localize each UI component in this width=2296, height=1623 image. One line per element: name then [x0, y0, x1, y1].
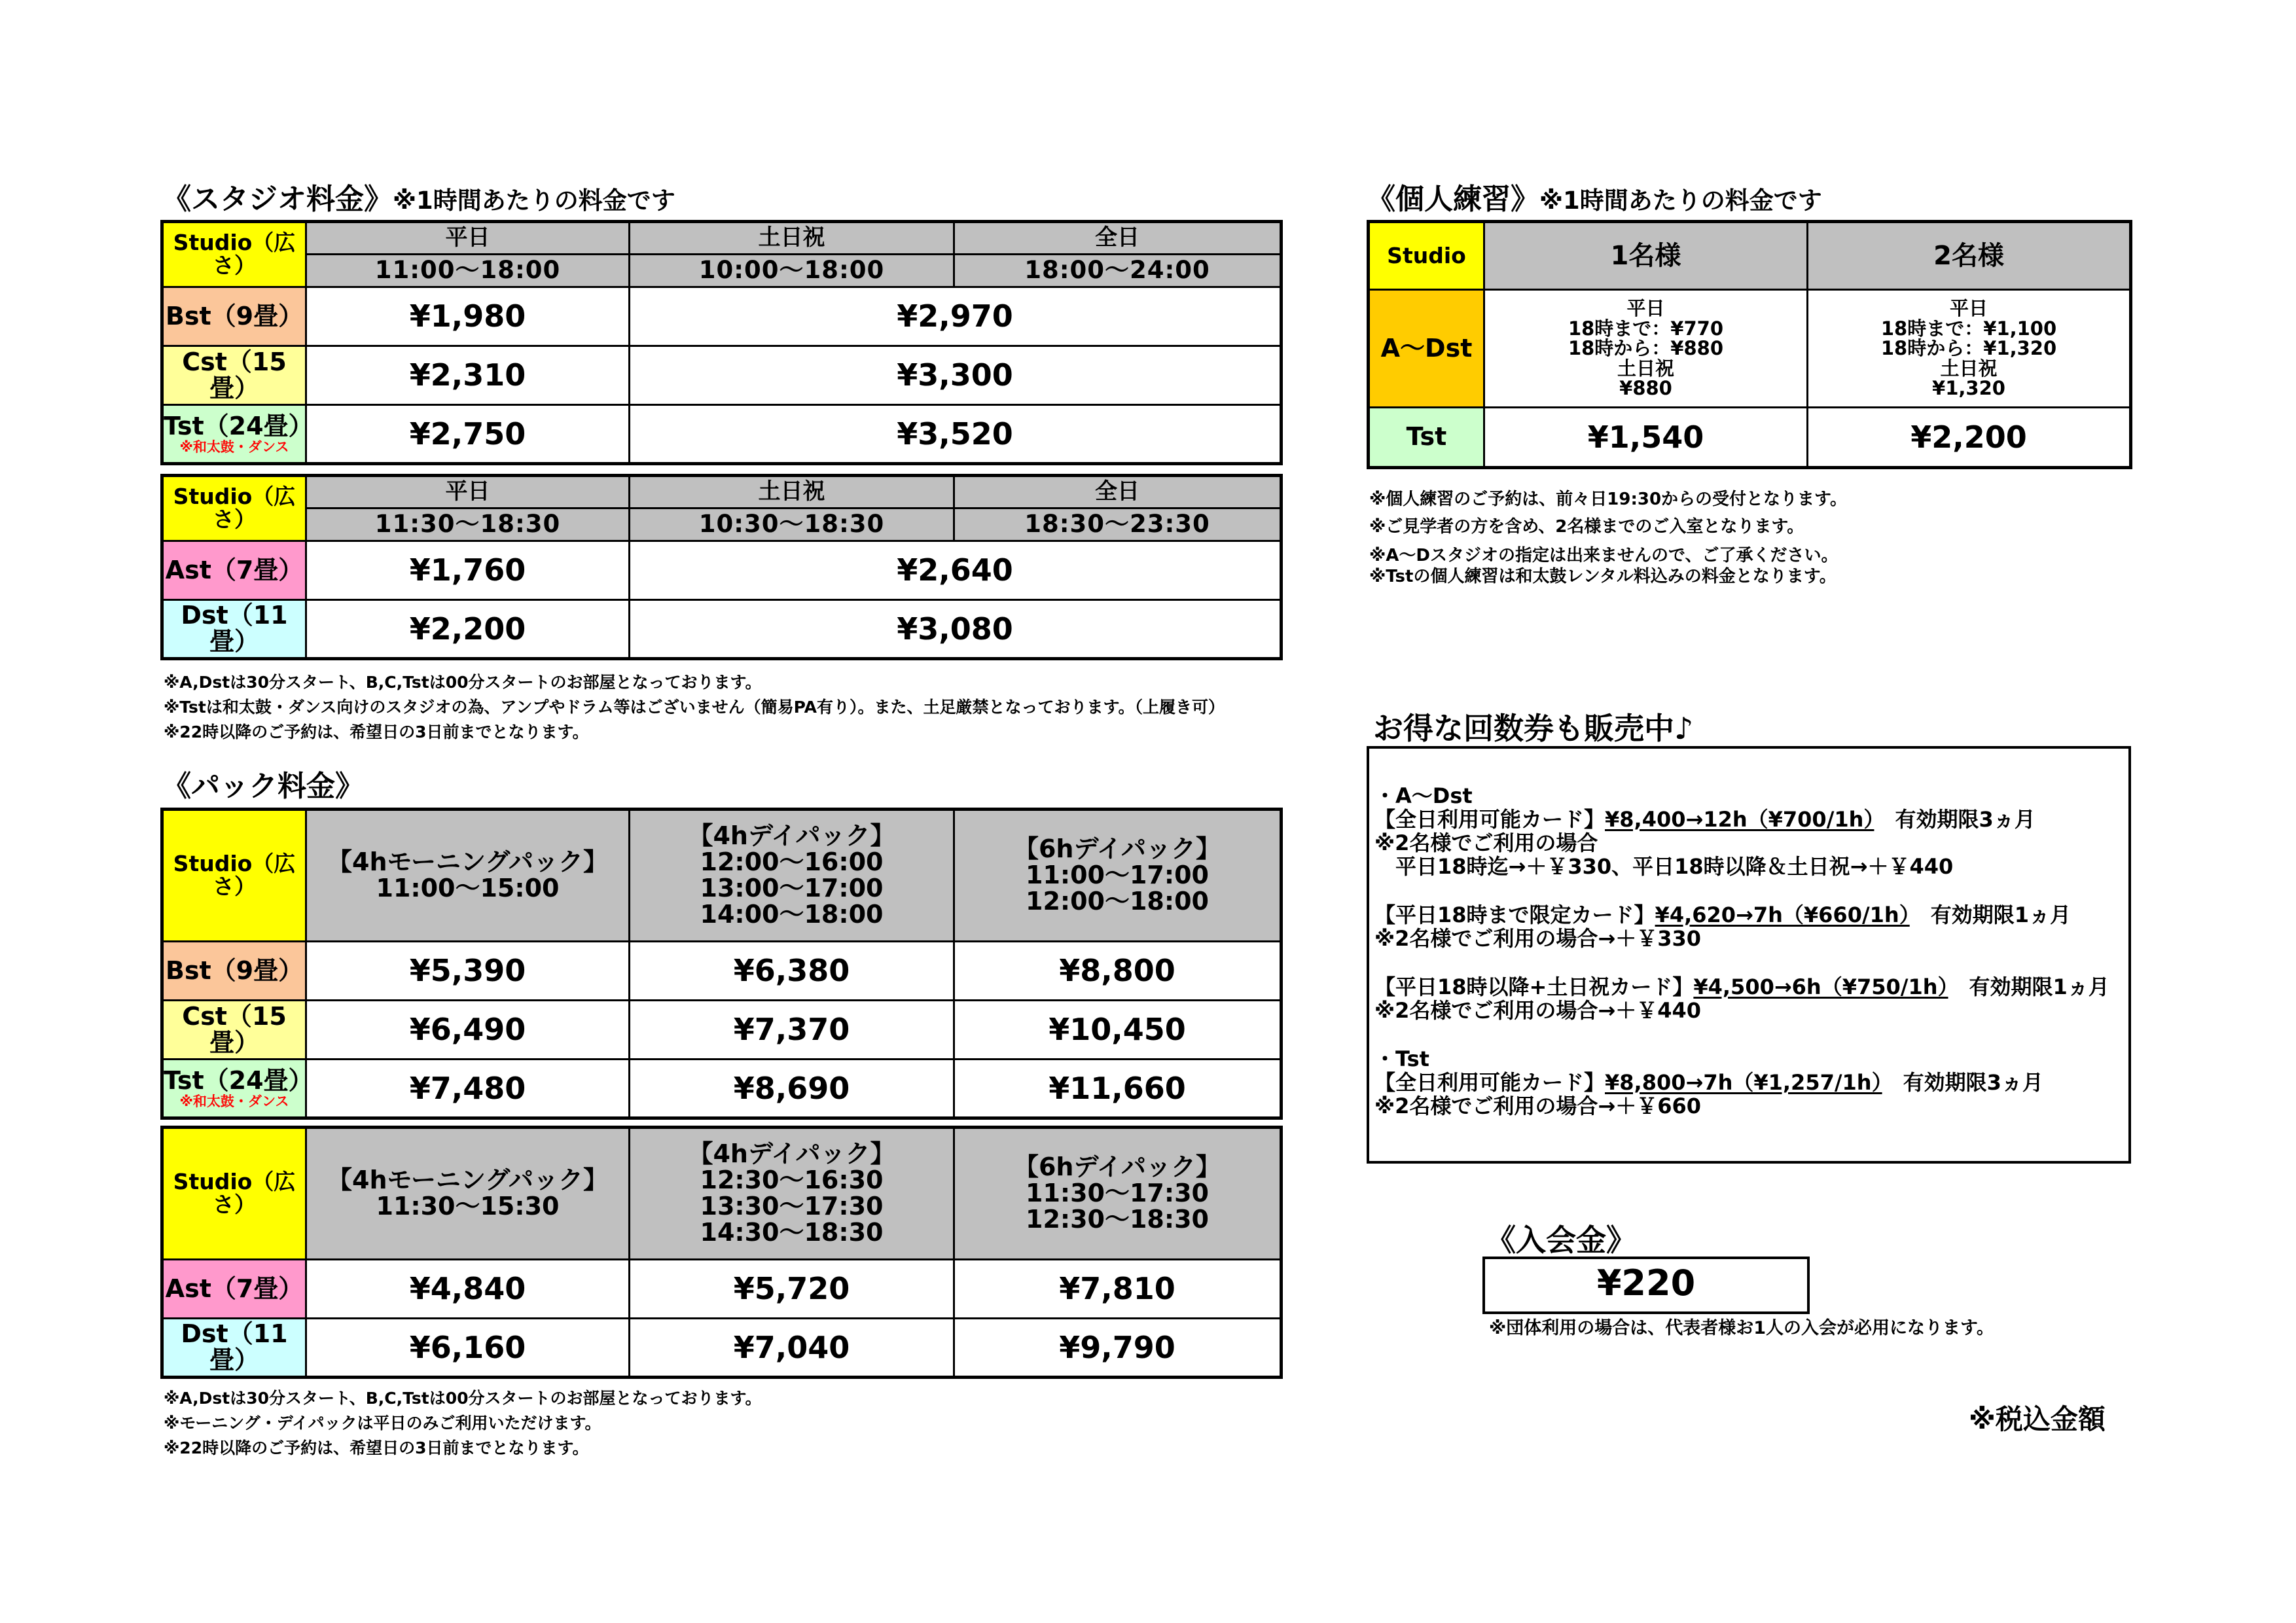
studio-label-cell: Studio（広さ） [162, 1128, 306, 1260]
ticket-expiry: 有効期限3ヵ月 [1882, 1070, 2043, 1095]
price-line: 18時まで：¥770 [1568, 317, 1724, 340]
col-day-allday: 全日 [954, 222, 1282, 255]
table-row [162, 1260, 1282, 1319]
pack-fee-table-2 [160, 1126, 1283, 1379]
pack-header-6h-day [954, 810, 1282, 942]
individual-note-4: ※Tstの個人練習は和太鼓レンタル料込みの料金となります。 [1369, 567, 1837, 586]
col-day-allday: 全日 [954, 476, 1282, 508]
price-two-person [1808, 290, 2131, 408]
ticket-line [1374, 1048, 1429, 1069]
col-time-holiday: 10:00〜18:00 [630, 255, 954, 287]
pack-header-morning [306, 810, 630, 942]
room-label: Tst（24畳） [164, 412, 314, 441]
ticket-price: ¥8,800→7h（¥1,257/1h） [1605, 1070, 1882, 1095]
pack-name: 【4hデイパック】 [688, 1139, 895, 1169]
room-label: Bst（9畳） [162, 942, 306, 1001]
pack-fee-table-1 [160, 808, 1283, 1120]
price-morning: ¥6,160 [306, 1319, 630, 1378]
pack-fee-title: 《パック料金》 [162, 770, 364, 803]
studio-fee-table-1 [160, 220, 1283, 465]
room-label: Cst（15畳） [162, 346, 306, 405]
col-time-allday: 18:30〜23:30 [954, 508, 1282, 541]
ticket-line-text: ・A〜Dst [1374, 783, 1473, 808]
room-note: ※和太鼓・ダンス [179, 438, 289, 455]
room-label: Ast（7畳） [162, 541, 306, 600]
pack-time: 12:00〜18:00 [1026, 886, 1209, 916]
table-row [162, 346, 1282, 405]
table-row [1369, 290, 2131, 408]
price-4h-day: ¥7,370 [630, 1001, 954, 1060]
ticket-line [1374, 904, 2071, 925]
individual-note-3: ※A〜Dスタジオの指定は出来ませんので、ご了承ください。 [1369, 546, 1839, 565]
room-label: Dst（11畳） [162, 1319, 306, 1378]
price-one-person [1484, 290, 1808, 408]
pack-time: 12:30〜16:30 [700, 1166, 884, 1195]
individual-note-2: ※ご見学者の方を含め、2名様までのご入室となります。 [1369, 517, 1804, 537]
price-two-person: ¥2,200 [1808, 408, 2131, 468]
studio-label-cell: Studio [1369, 222, 1484, 290]
pack-time: 13:30〜17:30 [700, 1192, 884, 1221]
ticket-line-text: ※2名様でご利用の場合 [1374, 830, 1598, 855]
studio-note-1: ※A,Dstは30分スタート、B,C,Tstは00分スタートのお部屋となっております。 [164, 673, 762, 692]
table-row [162, 600, 1282, 659]
ticket-line-text: 【平日18時以降+土日祝カード】 [1374, 974, 1694, 999]
pack-time: 14:00〜18:00 [700, 899, 884, 929]
price-line: 平日 [1949, 297, 1988, 320]
ticket-line [1374, 856, 1953, 877]
price-weekday: ¥2,200 [306, 600, 630, 659]
entry-fee-title: 《入会金》 [1486, 1222, 1636, 1258]
price-line: 土日祝 [1940, 357, 1998, 380]
price-line: 平日 [1626, 297, 1665, 320]
col-time-weekday: 11:30〜18:30 [306, 508, 630, 541]
price-6h-day: ¥10,450 [954, 1001, 1282, 1060]
table-row [162, 405, 1282, 464]
pack-name: 【4hモーニングパック】 [327, 847, 608, 877]
pack-header-4h-day [630, 1128, 954, 1260]
ticket-line-text: 【全日利用可能カード】 [1374, 1070, 1605, 1095]
price-line: 18時から：¥880 [1568, 337, 1724, 360]
price-6h-day: ¥9,790 [954, 1319, 1282, 1378]
tickets-box [1367, 746, 2131, 1164]
individual-table [1367, 220, 2132, 469]
pack-note-3: ※22時以降のご予約は、希望日の3日前までとなります。 [164, 1438, 589, 1457]
ticket-line-text: ・Tst [1374, 1046, 1429, 1071]
pack-time: 12:00〜16:00 [700, 847, 884, 877]
ticket-price: ¥4,500→6h（¥750/1h） [1693, 974, 1948, 999]
col-time-holiday: 10:30〜18:30 [630, 508, 954, 541]
studio-note-2: ※Tstは和太鼓・ダンス向けのスタジオの為、アンプやドラム等はございません（簡易PA有り）。また、土足厳禁となっております。（上履き可） [164, 698, 1225, 717]
ticket-line-text: 平日18時迄→＋￥330、平日18時以降＆土日祝→＋￥440 [1374, 854, 1954, 879]
room-label: Tst [1369, 408, 1484, 468]
tickets-title: お得な回数券も販売中♪ [1373, 711, 1694, 746]
pack-time: 11:00〜15:00 [376, 874, 560, 902]
studio-fee-title-main: 《スタジオ料金》 [162, 183, 393, 216]
col-day-holiday: 土日祝 [630, 222, 954, 255]
price-line: 18時から：¥1,320 [1880, 337, 2057, 360]
price-4h-day: ¥8,690 [630, 1060, 954, 1118]
pack-time: 11:30〜15:30 [376, 1192, 560, 1221]
room-label: Tst（24畳） [164, 1066, 314, 1096]
ticket-expiry: 有効期限3ヵ月 [1874, 807, 2036, 832]
studio-label-cell: Studio（広さ） [162, 810, 306, 942]
studio-fee-title [162, 185, 675, 214]
ticket-line-text: ※2名様でご利用の場合→＋￥440 [1374, 998, 1701, 1023]
pack-time: 14:30〜18:30 [700, 1217, 884, 1247]
ticket-line [1374, 1000, 1701, 1021]
col-day-holiday: 土日祝 [630, 476, 954, 508]
price-6h-day: ¥8,800 [954, 942, 1282, 1001]
price-weekday: ¥2,750 [306, 405, 630, 464]
table-row [162, 287, 1282, 346]
ticket-expiry: 有効期限1ヵ月 [1948, 974, 2109, 999]
ticket-line [1374, 1096, 1701, 1116]
pack-name: 【4hモーニングパック】 [327, 1166, 608, 1195]
price-weekday: ¥1,980 [306, 287, 630, 346]
col-day-weekday: 平日 [306, 476, 630, 508]
studio-fee-subtitle: ※1時間あたりの料金です [393, 187, 675, 215]
price-morning: ¥5,390 [306, 942, 630, 1001]
room-label: Bst（9畳） [162, 287, 306, 346]
individual-title [1367, 185, 1822, 214]
pack-time: 11:00〜17:00 [1026, 861, 1209, 890]
price-other: ¥3,520 [630, 405, 1282, 464]
room-note: ※和太鼓・ダンス [179, 1093, 289, 1109]
price-weekday: ¥1,760 [306, 541, 630, 600]
price-other: ¥2,640 [630, 541, 1282, 600]
table-row [162, 1060, 1282, 1118]
col-day-weekday: 平日 [306, 222, 630, 255]
price-morning: ¥6,490 [306, 1001, 630, 1060]
ticket-line [1374, 785, 1473, 806]
ticket-line-text: 【全日利用可能カード】 [1374, 807, 1605, 832]
ticket-price: ¥4,620→7h（¥660/1h） [1655, 902, 1910, 927]
ticket-line [1374, 928, 1701, 949]
pack-header-morning [306, 1128, 630, 1260]
individual-subtitle: ※1時間あたりの料金です [1539, 187, 1822, 215]
ticket-line-text: ※2名様でご利用の場合→＋￥330 [1374, 926, 1701, 951]
ticket-line-text: 【平日18時まで限定カード】 [1374, 902, 1655, 927]
price-4h-day: ¥6,380 [630, 942, 954, 1001]
table-row [162, 1001, 1282, 1060]
room-label: A〜Dst [1369, 290, 1484, 408]
price-line: 18時まで：¥1,100 [1880, 317, 2057, 340]
ticket-expiry: 有効期限1ヵ月 [1909, 902, 2071, 927]
price-other: ¥3,080 [630, 600, 1282, 659]
table-row [162, 942, 1282, 1001]
ticket-line [1374, 832, 1598, 853]
room-label: Dst（11畳） [162, 600, 306, 659]
price-4h-day: ¥7,040 [630, 1319, 954, 1378]
price-6h-day: ¥7,810 [954, 1260, 1282, 1319]
entry-fee-price: ¥220 [1482, 1257, 1810, 1314]
price-4h-day: ¥5,720 [630, 1260, 954, 1319]
col-one-person: 1名様 [1484, 222, 1808, 290]
studio-fee-table-2 [160, 474, 1283, 660]
col-time-weekday: 11:00〜18:00 [306, 255, 630, 287]
price-6h-day: ¥11,660 [954, 1060, 1282, 1118]
table-row [162, 1319, 1282, 1378]
price-other: ¥2,970 [630, 287, 1282, 346]
price-morning: ¥7,480 [306, 1060, 630, 1118]
ticket-line [1374, 1072, 2043, 1093]
studio-label-cell: Studio（広さ） [162, 222, 306, 287]
price-one-person: ¥1,540 [1484, 408, 1808, 468]
pack-time: 13:00〜17:00 [700, 874, 884, 902]
price-other: ¥3,300 [630, 346, 1282, 405]
entry-fee-note: ※団体利用の場合は、代表者様お1人の入会が必用になります。 [1489, 1318, 1994, 1338]
pack-name: 【6hデイパック】 [1013, 834, 1221, 864]
ticket-line [1374, 809, 2036, 830]
ticket-price: ¥8,400→12h（¥700/1h） [1605, 807, 1874, 832]
tax-note: ※税込金額 [1969, 1403, 2106, 1435]
individual-note-1: ※個人練習のご予約は、前々日19:30からの受付となります。 [1369, 490, 1847, 509]
pack-name: 【4hデイパック】 [688, 821, 895, 851]
col-two-person: 2名様 [1808, 222, 2131, 290]
individual-title-main: 《個人練習》 [1367, 183, 1539, 216]
pack-note-1: ※A,Dstは30分スタート、B,C,Tstは00分スタートのお部屋となっております。 [164, 1389, 762, 1408]
pack-time: 11:30〜17:30 [1026, 1179, 1209, 1208]
price-morning: ¥4,840 [306, 1260, 630, 1319]
price-line: 土日祝 [1617, 357, 1674, 380]
price-weekday: ¥2,310 [306, 346, 630, 405]
table-row [1369, 408, 2131, 468]
pack-name: 【6hデイパック】 [1013, 1152, 1221, 1182]
room-label: Ast（7畳） [162, 1260, 306, 1319]
pack-time: 12:30〜18:30 [1026, 1204, 1209, 1234]
studio-note-3: ※22時以降のご予約は、希望日の3日前までとなります。 [164, 722, 589, 741]
pack-header-4h-day [630, 810, 954, 942]
room-label-cell [162, 1060, 314, 1118]
ticket-line [1374, 976, 2109, 997]
col-time-allday: 18:00〜24:00 [954, 255, 1282, 287]
room-label-cell [162, 405, 314, 464]
price-line: ¥880 [1619, 377, 1672, 400]
price-line: ¥1,320 [1932, 377, 2005, 400]
room-label: Cst（15畳） [162, 1001, 306, 1060]
studio-label-cell: Studio（広さ） [162, 476, 306, 541]
ticket-line-text: ※2名様でご利用の場合→＋￥660 [1374, 1094, 1701, 1118]
pack-header-6h-day [954, 1128, 1282, 1260]
table-row [162, 541, 1282, 600]
pack-note-2: ※モーニング・デイパックは平日のみご利用いただけます。 [164, 1414, 601, 1433]
